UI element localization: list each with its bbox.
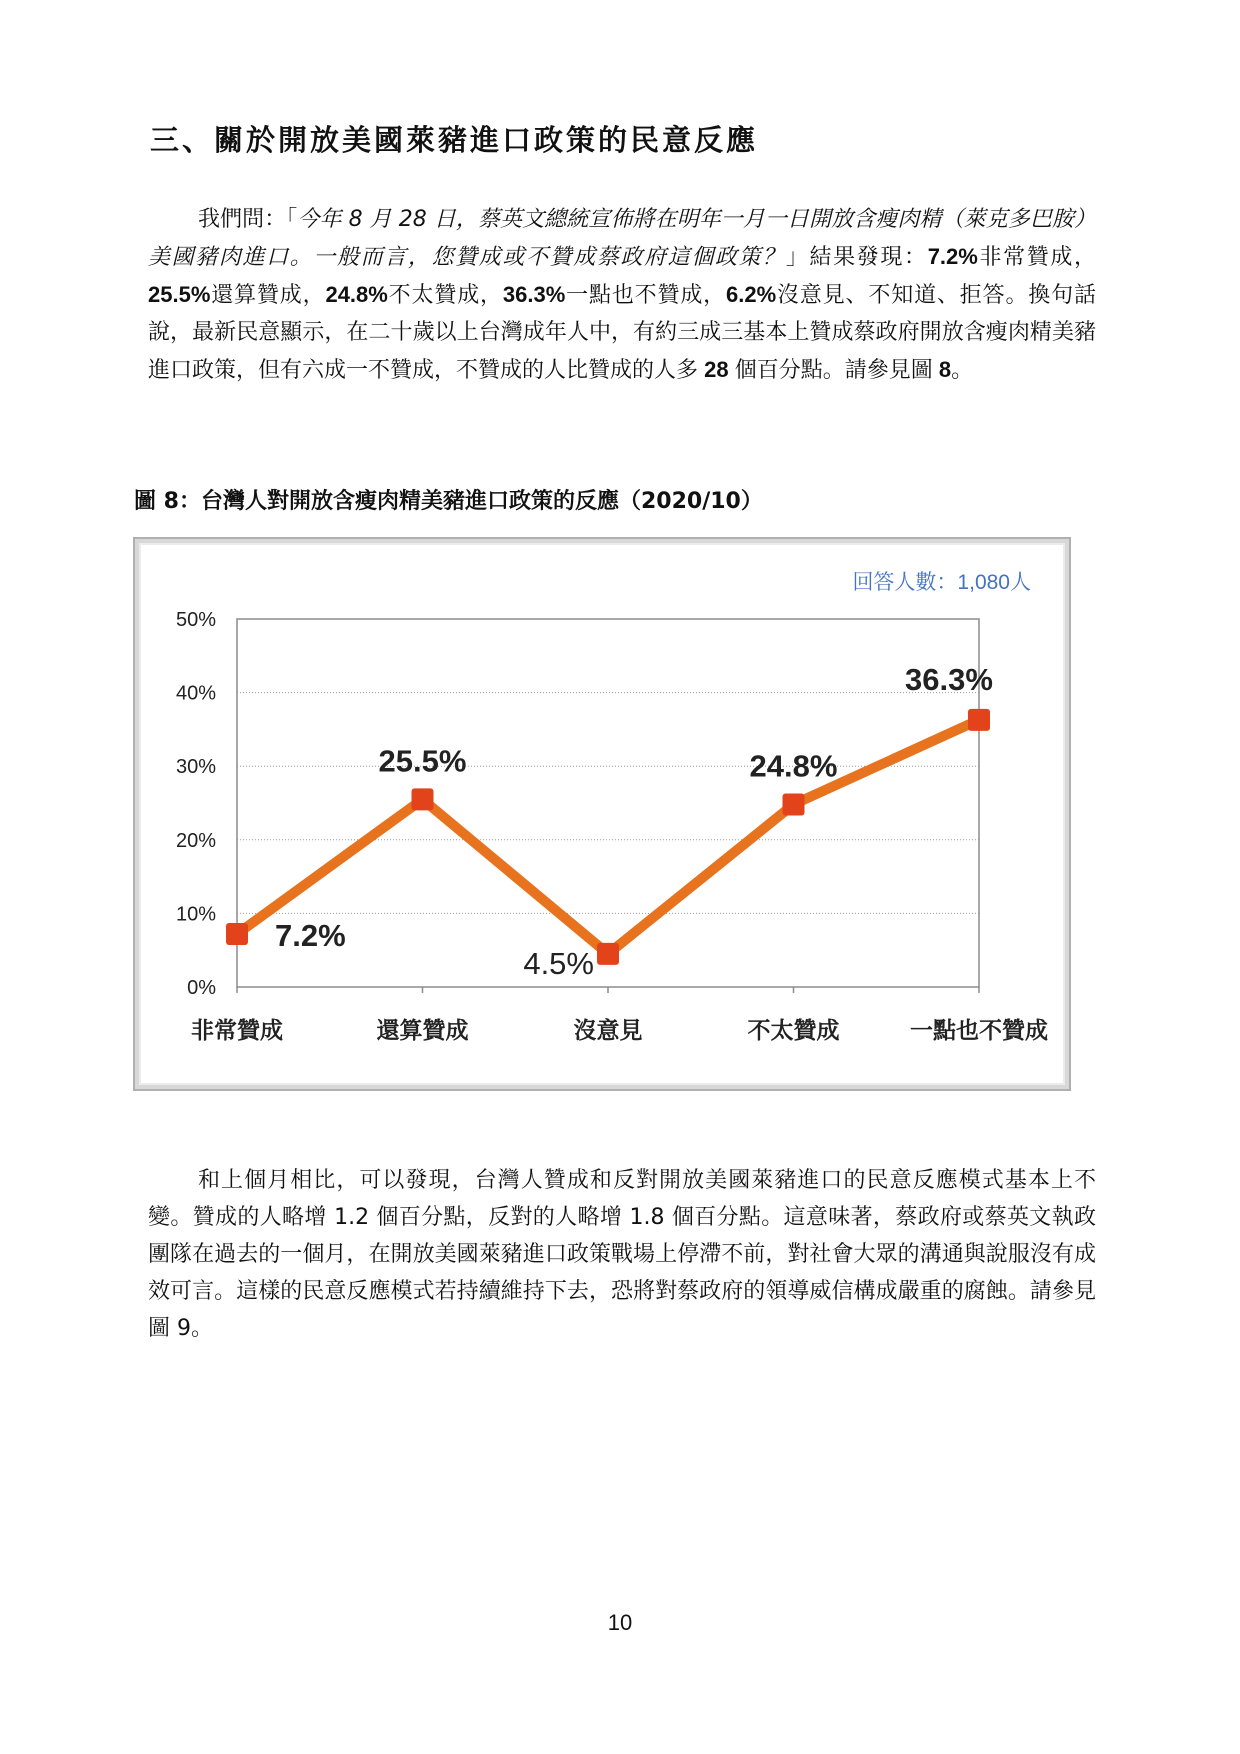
- data-label: 7.2%: [275, 918, 346, 954]
- survey-paragraph: [148, 201, 1096, 389]
- data-point: [968, 709, 990, 731]
- text-strongly-agree: 非常贊成，: [977, 245, 1096, 270]
- value-figure-ref: 8: [932, 357, 952, 382]
- text-strongly-disagree: 一點也不贊成，: [565, 283, 727, 308]
- y-tick-label: 40%: [175, 682, 216, 705]
- y-tick-label: 10%: [175, 903, 216, 926]
- data-point: [226, 923, 248, 945]
- page-number: 10: [607, 1610, 633, 1635]
- value-strongly-disagree: 36.3%: [502, 282, 566, 307]
- value-strongly-agree: 7.2%: [927, 244, 978, 269]
- value-no-opinion: 6.2%: [726, 282, 777, 307]
- text-period: 。: [951, 358, 974, 383]
- text-somewhat-agree: 還算贊成，: [210, 283, 326, 308]
- x-tick-label: 不太贊成: [747, 1018, 840, 1044]
- value-somewhat-agree: 25.5%: [148, 282, 211, 307]
- line-chart: [133, 537, 1071, 1091]
- value-somewhat-disagree: 24.8%: [325, 282, 388, 307]
- survey-question: 今年 8 月 28 日，蔡英文總統宣佈將在明年一月一日開放含瘦肉精（萊克多巴胺）美國豬肉進口。一般而言，您贊成或不贊成蔡政府這個政策？: [148, 207, 1096, 270]
- x-tick-label: 還算贊成: [376, 1018, 469, 1044]
- y-tick-label: 30%: [175, 756, 216, 779]
- y-tick-label: 0%: [187, 977, 216, 999]
- value-gap: 28: [698, 357, 735, 382]
- data-label: 24.8%: [749, 748, 838, 784]
- data-label: 36.3%: [905, 661, 993, 697]
- text-summary: 沒意見、不知道、拒答。換句話說，最新民意顯示，在二十歲以上台灣成年人中，有約三成三基本上贊成蔡政府開放含瘦肉精美豬進口政策，但有六成一不贊成，不贊成的人比贊成的人多: [148, 283, 1096, 383]
- data-label: 25.5%: [378, 743, 467, 779]
- data-point: [597, 943, 619, 965]
- respondents-note: 回答人數：1,080人: [852, 571, 1031, 594]
- comparison-paragraph: 和上個月相比，可以發現，台灣人贊成和反對開放美國萊豬進口的民意反應模式基本上不變。贊成的人略增 1.2 個百分點，反對的人略增 1.8 個百分點。這意味著，蔡政府或蔡英文執政團隊在過去的一個月，在開放美國萊豬進口政策戰場上停滯不前，對社會大眾的溝通與說服沒有成效可言。這樣的民意反應模式若持續維持下去，恐將對蔡政府的領導威信構成嚴重的腐蝕。請參見圖 9。: [148, 1168, 1096, 1341]
- x-tick-label: 一點也不贊成: [910, 1018, 1048, 1044]
- data-point: [783, 793, 805, 815]
- series-line: [237, 720, 979, 954]
- text-see-figure: 個百分點。請參見圖: [734, 358, 933, 383]
- data-label: 4.5%: [523, 945, 594, 981]
- question-lead: 我們問：「: [198, 207, 298, 232]
- section-heading: 三、關於開放美國萊豬進口政策的民意反應: [150, 123, 759, 157]
- y-tick-label: 20%: [175, 829, 216, 852]
- x-tick-label: 沒意見: [573, 1018, 643, 1044]
- plot-area: [237, 619, 979, 987]
- text-somewhat-disagree: 不太贊成，: [387, 283, 503, 308]
- x-tick-label: 非常贊成: [191, 1018, 283, 1044]
- question-close: 」結果發現：: [785, 245, 928, 270]
- figure-caption: 圖 8：台灣人對開放含瘦肉精美豬進口政策的反應（2020/10）: [134, 489, 763, 514]
- y-tick-label: 50%: [175, 609, 216, 631]
- data-point: [412, 788, 434, 810]
